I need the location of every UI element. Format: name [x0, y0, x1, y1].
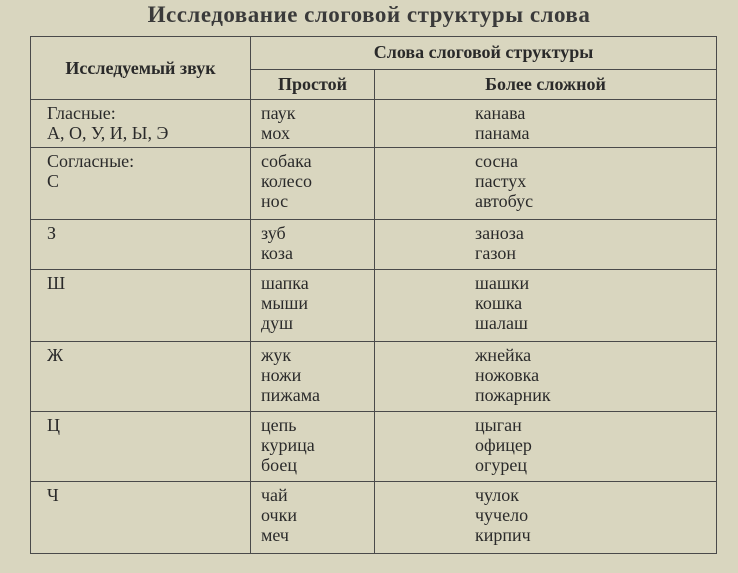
word: цыган [475, 415, 522, 435]
word: чай [261, 485, 288, 505]
syllable-structure-table [30, 36, 717, 554]
sound-label: Ц [47, 415, 60, 435]
table-row [31, 100, 717, 148]
header-simple: Простой [251, 69, 375, 99]
word: очки [261, 505, 297, 525]
word: огурец [475, 455, 528, 475]
complex-words-cell [375, 482, 717, 554]
sound-label: Гласные: [47, 103, 116, 123]
word: паук [261, 103, 296, 123]
word: пастух [475, 171, 527, 191]
word: кирпич [475, 525, 531, 545]
word: пижама [261, 385, 320, 405]
sound-cell [31, 482, 251, 554]
word: колесо [261, 171, 313, 191]
word: собака [261, 151, 312, 171]
complex-words-cell [375, 100, 717, 148]
complex-words-cell [375, 412, 717, 482]
table-body [31, 100, 717, 554]
word: ножовка [475, 365, 540, 385]
complex-words-cell [375, 342, 717, 412]
header-group: Слова слоговой структуры [251, 37, 717, 70]
sound-label: Ш [47, 273, 66, 293]
simple-words-cell [251, 342, 375, 412]
word: кошка [475, 293, 523, 313]
sound-label: Ч [47, 485, 59, 505]
page-title: Исследование слоговой структуры слова [147, 2, 591, 27]
complex-words-cell [375, 148, 717, 220]
complex-words-cell [375, 220, 717, 270]
sound-label: З [47, 223, 57, 243]
word: курица [261, 435, 315, 455]
word: офицер [475, 435, 532, 455]
word: жук [261, 345, 292, 365]
word: мыши [261, 293, 308, 313]
table-row [31, 412, 717, 482]
word: нос [261, 191, 289, 211]
word: автобус [475, 191, 534, 211]
word: чучело [475, 505, 529, 525]
word: панама [475, 123, 530, 143]
word: чулок [475, 485, 519, 505]
simple-words-cell [251, 100, 375, 148]
table-row [31, 148, 717, 220]
header-complex: Более сложной [375, 69, 717, 99]
header-row [31, 37, 717, 70]
word: шашки [475, 273, 530, 293]
word: мох [261, 123, 290, 143]
complex-words-cell [375, 270, 717, 342]
table-row [31, 220, 717, 270]
word: меч [261, 525, 289, 545]
word: ножи [261, 365, 302, 385]
sound-cell [31, 220, 251, 270]
word: шапка [261, 273, 309, 293]
word: шалаш [475, 313, 528, 333]
sound-label: С [47, 171, 60, 191]
sound-label: Согласные: [47, 151, 135, 171]
word: цепь [261, 415, 297, 435]
sound-cell [31, 412, 251, 482]
sound-cell [31, 148, 251, 220]
word: коза [261, 243, 293, 263]
word: газон [475, 243, 517, 263]
word: пожарник [475, 385, 551, 405]
simple-words-cell [251, 270, 375, 342]
sound-cell [31, 100, 251, 148]
table-row [31, 342, 717, 412]
word: боец [261, 455, 297, 475]
table-row [31, 270, 717, 342]
word: канава [475, 103, 526, 123]
header-sound: Исследуемый звук [31, 37, 251, 100]
word: жнейка [475, 345, 532, 365]
word: душ [261, 313, 294, 333]
word: заноза [475, 223, 524, 243]
simple-words-cell [251, 482, 375, 554]
sound-cell [31, 270, 251, 342]
sound-cell [31, 342, 251, 412]
table-row [31, 482, 717, 554]
word: зуб [261, 223, 286, 243]
simple-words-cell [251, 220, 375, 270]
simple-words-cell [251, 412, 375, 482]
sound-label: А, О, У, И, Ы, Э [47, 123, 169, 143]
word: сосна [475, 151, 519, 171]
sound-label: Ж [47, 345, 64, 365]
simple-words-cell [251, 148, 375, 220]
